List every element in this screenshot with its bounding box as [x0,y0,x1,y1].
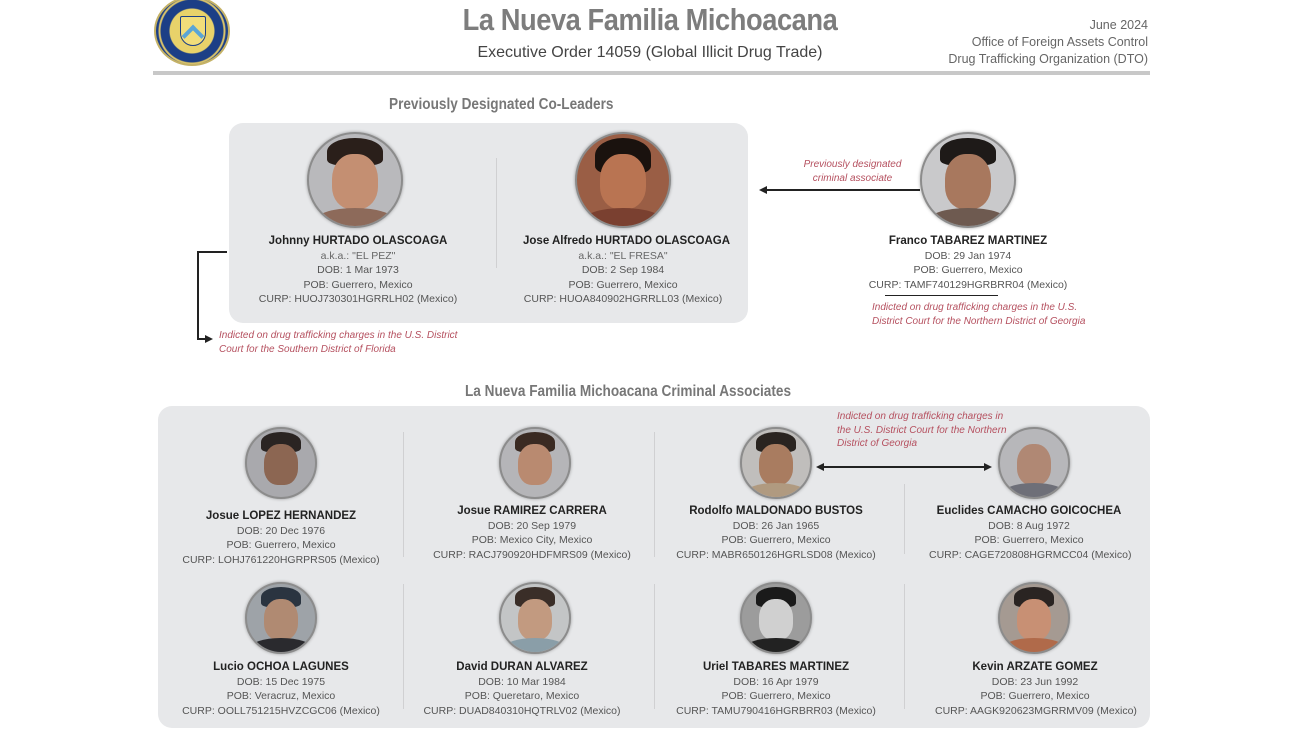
person-pob: POB: Veracruz, Mexico [226,690,336,702]
panel-divider [403,432,404,557]
avatar-jose-alfredo-hurtado [575,132,671,228]
person-name: Rodolfo MALDONADO BUSTOS [689,505,863,517]
connector-line [197,251,199,340]
person-dob: DOB: 10 Mar 1984 [478,675,566,688]
avatar-lucio-ochoa [245,582,317,654]
person-aka: a.k.a.: "EL FRESA" [578,249,668,262]
person-name: Johnny HURTADO OLASCOAGA [268,235,448,247]
face-shape [518,444,552,485]
panel-divider [496,158,497,268]
relation-note: Previously designated criminal associate [803,159,902,184]
person-pob: POB: Guerrero, Mexico [226,539,336,551]
shirt-shape [250,638,311,654]
connector-line [822,466,986,468]
arrow-head-icon [816,463,824,471]
person-pob: POB: Mexico City, Mexico [471,534,593,546]
page-title: La Nueva Familia Michoacana [462,2,838,37]
person-dob: DOB: 8 Aug 1972 [988,519,1070,532]
person-curp: CURP: RACJ790920HDFMRS09 (Mexico) [433,548,631,561]
person-curp: CURP: MABR650126HGRLSD08 (Mexico) [676,548,876,561]
indictment-note-florida: Indicted on drug trafficking charges in the U.S. District Court for the Southern District of Florida [219,330,458,355]
person-curp: CURP: LOHJ761220HGRPRS05 (Mexico) [182,553,380,566]
associate-card [935,660,1135,718]
shirt-shape [1003,638,1064,654]
person-curp: CURP: DUAD840310HQTRLV02 (Mexico) [423,704,621,717]
avatar-franco-tabarez [920,132,1016,228]
person-curp: CURP: CAGE720808HGRMCC04 (Mexico) [929,548,1132,561]
panel-divider [403,584,404,709]
person-name: Uriel TABARES MARTINEZ [702,661,850,673]
avatar-euclides-camacho [998,427,1070,499]
header-divider [153,71,1150,75]
person-pob: POB: Guerrero, Mexico [303,278,413,291]
panel-divider [654,584,655,709]
associate-card [868,234,1068,292]
person-dob: DOB: 1 Mar 1973 [317,264,399,276]
avatar-josue-ramirez [499,427,571,499]
face-shape [518,599,552,640]
face-shape [1017,444,1051,485]
panel-divider [654,432,655,557]
person-dob: DOB: 20 Dec 1976 [236,524,326,537]
person-pob: POB: Guerrero, Mexico [974,534,1084,546]
shirt-shape [582,208,665,228]
avatar-david-duran [499,582,571,654]
person-dob: DOB: 23 Jun 1992 [991,675,1079,688]
person-dob: DOB: 16 Apr 1979 [733,675,819,688]
face-shape [1017,599,1051,640]
arrow-head-icon [205,335,213,343]
person-aka: a.k.a.: "EL PEZ" [320,249,396,262]
shirt-shape [1003,483,1064,499]
header-date: June 2024 [1089,18,1148,32]
shirt-shape [314,208,397,228]
person-pob: POB: Guerrero, Mexico [980,690,1090,702]
person-curp: CURP: OOLL751215HVZCGC06 (Mexico) [182,704,380,717]
indictment-note-georgia-pair: Indicted on drug trafficking charges in the U.S. District Court for the Northern District of Georgia [837,411,1007,449]
associate-card [181,660,381,718]
associate-card [929,504,1132,562]
associate-card [676,660,876,718]
avatar-rodolfo-maldonado [740,427,812,499]
person-pob: POB: Guerrero, Mexico [568,278,678,291]
shirt-shape [927,208,1010,228]
page-subtitle: Executive Order 14059 (Global Illicit Drug Trade) [477,44,823,61]
person-dob: DOB: 2 Sep 1984 [581,264,665,276]
face-shape [264,444,298,485]
person-dob: DOB: 26 Jan 1965 [732,519,820,532]
face-shape [332,154,378,209]
shirt-shape [745,483,806,499]
header-meta [948,17,1148,68]
person-name: Josue RAMIREZ CARRERA [457,505,607,517]
avatar-johnny-hurtado [307,132,403,228]
person-curp: CURP: TAMU790416HGRBRR03 (Mexico) [676,704,876,717]
connector-line [197,251,227,253]
person-pob: POB: Guerrero, Mexico [721,690,831,702]
avatar-josue-lopez [245,427,317,499]
arrow-head-icon [759,186,767,194]
person-name: David DURAN ALVAREZ [456,661,588,673]
person-name: Jose Alfredo HURTADO OLASCOAGA [523,235,731,247]
associate-card [181,509,381,567]
shirt-shape [504,638,565,654]
person-curp: CURP: TAMF740129HGRBRR04 (Mexico) [868,278,1068,291]
leader-card [258,234,458,307]
panel-divider [904,484,905,554]
person-curp: CURP: HUOJ730301HGRRLH02 (Mexico) [258,293,458,305]
person-pob: POB: Guerrero, Mexico [913,264,1023,276]
person-name: Franco TABAREZ MARTINEZ [888,235,1048,247]
person-name: Josue LOPEZ HERNANDEZ [205,510,357,522]
face-shape [759,444,793,485]
person-name: Kevin ARZATE GOMEZ [972,661,1098,673]
face-shape [600,154,646,209]
connector-line [766,189,920,191]
face-shape [264,599,298,640]
shirt-shape [745,638,806,654]
person-pob: POB: Queretaro, Mexico [464,690,580,702]
section-title-co-leaders: Previously Designated Co-Leaders [389,96,614,113]
avatar-kevin-arzate [998,582,1070,654]
header-office: Office of Foreign Assets Control [971,35,1148,49]
person-curp: CURP: AAGK920623MGRRMV09 (Mexico) [935,704,1137,717]
treasury-seal-logo [154,0,230,66]
header-org-type: Drug Trafficking Organization (DTO) [948,52,1148,66]
face-shape [945,154,991,209]
associate-card [432,504,632,562]
face-shape [759,599,793,640]
panel-divider [904,584,905,709]
avatar-uriel-tabares [740,582,812,654]
arrow-head-icon [984,463,992,471]
person-curp: CURP: HUOA840902HGRRLL03 (Mexico) [523,293,723,305]
leader-card [523,234,731,307]
section-title-associates: La Nueva Familia Michoacana Criminal Associates [465,383,792,400]
associate-card [676,504,876,562]
underline-divider [885,295,998,296]
person-name: Euclides CAMACHO GOICOCHEA [936,505,1122,517]
person-dob: DOB: 15 Dec 1975 [236,675,326,688]
person-pob: POB: Guerrero, Mexico [721,534,831,546]
associate-card [422,660,622,718]
person-name: Lucio OCHOA LAGUNES [213,661,349,673]
person-dob: DOB: 20 Sep 1979 [487,519,577,532]
person-dob: DOB: 29 Jan 1974 [924,249,1012,262]
indictment-note-georgia: Indicted on drug trafficking charges in the U.S. District Court for the Northern District of Georgia [872,302,1086,327]
